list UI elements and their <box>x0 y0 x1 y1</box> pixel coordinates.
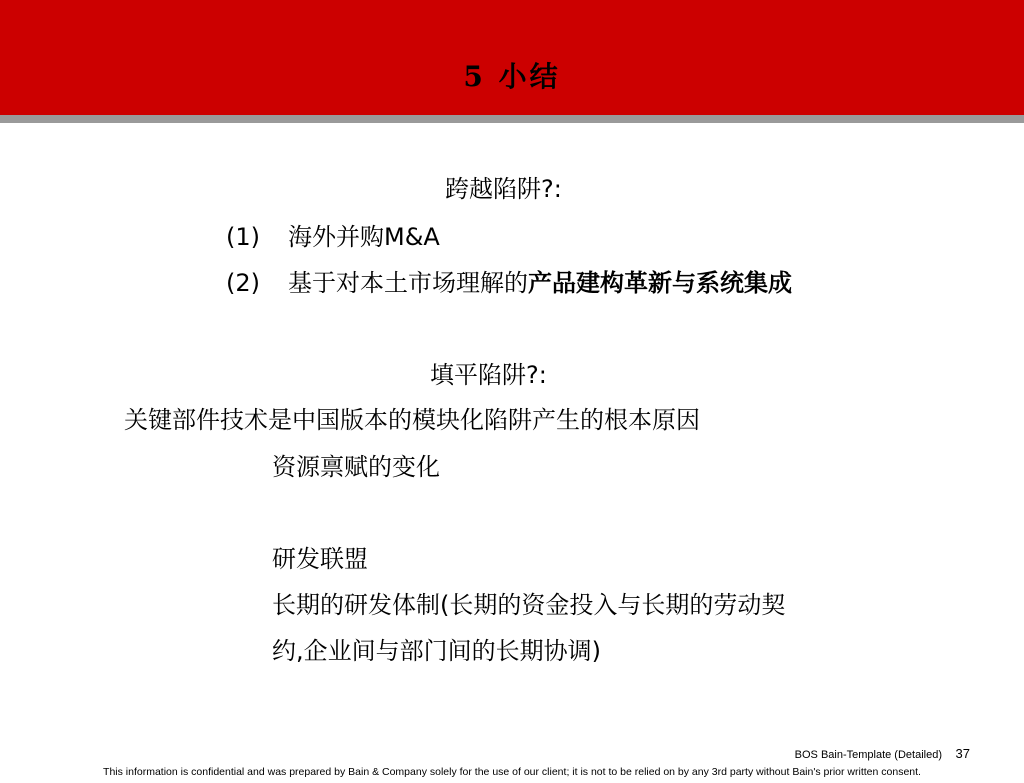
item1-text: 海外并购M&A <box>288 223 440 251</box>
rd-system-line-1: 长期的研发体制(长期的资金投入与长期的劳动契 <box>272 591 786 619</box>
header-rule <box>0 115 1024 123</box>
slide-title: 5 小结 <box>463 60 561 93</box>
alliance-line: 研发联盟 <box>272 545 368 573</box>
item2-text-bold: 产品建构革新与系统集成 <box>528 269 792 297</box>
rd-system-line-2: 约,企业间与部门间的长期协调) <box>272 637 601 665</box>
item1-number: (1) <box>226 223 260 251</box>
item2-number: (2) <box>226 269 260 297</box>
item2-text <box>288 268 792 298</box>
item2-text-regular: 基于对本土市场理解的 <box>288 269 528 297</box>
resource-line: 资源禀赋的变化 <box>272 453 440 481</box>
footer-confidentiality-note: This information is confidential and was prepared by Bain & Company solely for the use of our client; it is not to be relied on by any 3rd party without Bain's prior written consent. <box>103 766 921 778</box>
section1-heading: 跨越陷阱?: <box>445 175 562 203</box>
root-cause-line: 关键部件技术是中国版本的模块化陷阱产生的根本原因 <box>124 406 700 434</box>
footer-page-number: 37 <box>955 746 970 761</box>
footer-template-label: BOS Bain-Template (Detailed) <box>794 749 942 761</box>
section2-heading: 填平陷阱?: <box>430 361 547 389</box>
